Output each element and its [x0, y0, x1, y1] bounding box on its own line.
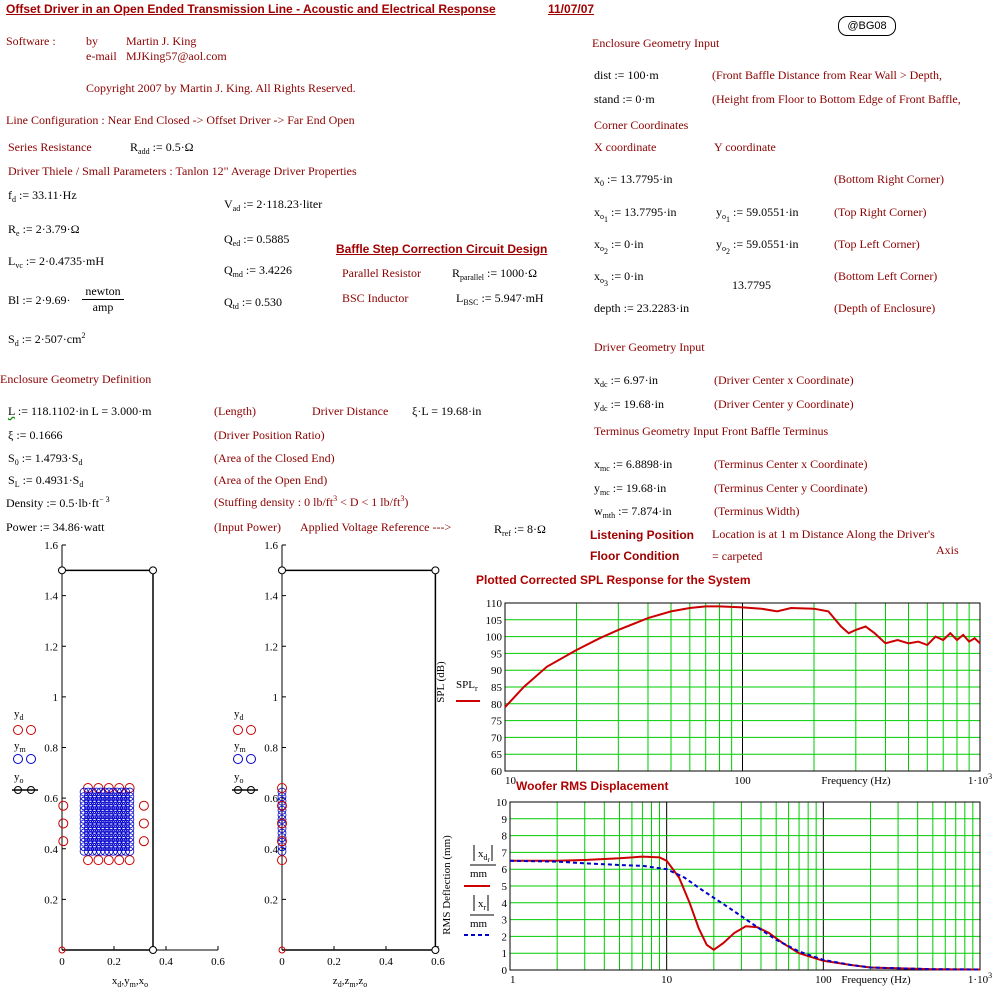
param-qms: $Q_{md}$ := 3.4226: [224, 263, 293, 279]
badge: @BG08: [838, 16, 896, 36]
document-date: 11/07/07: [548, 2, 595, 16]
legend-label: $y_o$: [234, 771, 244, 785]
y-tick-label: 1: [52, 691, 58, 704]
y-tick-label: 110: [485, 598, 502, 610]
y-tick-label: 9: [501, 813, 507, 826]
power-value: Power := 34.86·watt: [6, 520, 105, 534]
corner-marker: [279, 567, 286, 574]
spl-title: Plotted Corrected SPL Response for the System: [476, 573, 751, 587]
listening-text-2: Axis: [936, 543, 959, 557]
y-tick-label: 4: [501, 897, 507, 910]
y-tick-label: 1.4: [44, 590, 58, 603]
bsc-inductor-label: BSC Inductor: [342, 291, 409, 305]
driver-point: [125, 856, 134, 865]
geometry-side-plot: [220, 540, 460, 999]
corner-marker: [432, 567, 439, 574]
email-label: e-mail: [86, 49, 117, 63]
legend-unit: mm: [470, 868, 488, 880]
enclosure-outline: [62, 570, 153, 950]
y-tick-label: 0.6: [264, 793, 278, 806]
y-tick-label: 1: [501, 948, 507, 961]
software-label: Software :: [6, 34, 56, 48]
listening-text: Location is at 1 m Distance Along the Driver's: [712, 527, 935, 541]
y-tick-label: 105: [485, 614, 502, 627]
y-tick-label: 1: [272, 691, 278, 704]
driver-point: [104, 856, 113, 865]
xdc-value: $x_{dc}$ := 6.97·in: [594, 373, 659, 389]
density-value: Density := $0.5\cdot lb\cdot ft^{- 3}$: [6, 495, 110, 510]
power-label: (Input Power): [214, 520, 281, 534]
y-tick-label: 7: [501, 847, 507, 860]
y-col-label: Y coordinate: [714, 140, 776, 154]
x-tick-label: 10: [661, 974, 673, 986]
driver-geometry-title: Driver Geometry Input: [594, 340, 705, 354]
legend-label: $SPL_r$: [456, 679, 478, 693]
legend-unit: mm: [470, 918, 488, 930]
series-resistance-value: $R_{add}$ := 0.5·Ω: [130, 140, 194, 156]
driver-point: [115, 856, 124, 865]
listening-label: Listening Position: [590, 528, 694, 542]
x-tick-label: 0: [59, 956, 65, 968]
corner-x2-label: (Top Left Corner): [834, 237, 920, 251]
depth-value: depth := 23.2283·in: [594, 301, 690, 315]
x-tick-label: 0.6: [431, 956, 445, 968]
length-value: L := 118.1102·in L = 3.000·m: [8, 404, 152, 418]
legend-marker-red: [27, 726, 36, 735]
driver-params-title: Driver Thiele / Small Parameters : Tanlon 12" Average Driver Properties: [8, 164, 357, 178]
driver-point: [59, 801, 68, 810]
x-tick-label: 0.4: [379, 956, 393, 968]
legend-label: $y_m$: [14, 740, 26, 754]
xi-label: (Driver Position Ratio): [214, 428, 325, 442]
displacement-plot: [430, 795, 999, 999]
x-axis-label: Frequency (Hz): [821, 775, 891, 787]
x-axis-label: $x_d,y_m,x_o$: [111, 975, 149, 989]
email-value: MJKing57@aol.com: [126, 49, 227, 63]
wmth-value: $w_{mth}$ := 7.874·in: [594, 504, 672, 520]
param-fd: $f_d$ := 33.11·Hz: [8, 188, 77, 204]
corner-y3: 13.7795: [732, 278, 771, 292]
y-tick-label: 0.2: [44, 894, 58, 907]
geometry-front-plot: [0, 540, 240, 999]
y-tick-label: 0.8: [264, 742, 278, 755]
legend-label: $y_m$: [234, 740, 246, 754]
driver-distance-label: Driver Distance: [312, 404, 389, 418]
xdc-label: (Driver Center x Coordinate): [714, 373, 854, 387]
by-label: by: [86, 34, 98, 48]
spl-plot: [430, 590, 999, 795]
driver-distance-value: ξ·L = 19.68·in: [412, 404, 482, 418]
y-tick-label: 85: [491, 682, 502, 694]
y-tick-label: 0.2: [264, 894, 278, 907]
document-title: Offset Driver in an Open Ended Transmission Line - Acoustic and Electrical Response: [6, 2, 496, 16]
s0-label: (Area of the Closed End): [214, 451, 335, 465]
series-resistance-label: Series Resistance: [8, 140, 92, 154]
x-tick-label: 0.4: [159, 956, 173, 968]
y-tick-label: 0.8: [44, 742, 58, 755]
line-configuration: Line Configuration : Near End Closed -> Offset Driver -> Far End Open: [6, 113, 355, 127]
param-vas: $V_{ad}$ := 2·118.23·liter: [224, 197, 323, 213]
stand-value: stand := 0·m: [594, 92, 655, 106]
y-axis-label: RMS Deflection (mm): [441, 835, 453, 935]
y-tick-label: 6: [501, 864, 507, 877]
enclosure-outline: [282, 570, 435, 950]
legend-marker-blue: [247, 755, 256, 764]
x-tick-label: 0.6: [211, 956, 225, 968]
y-tick-label: 3: [501, 914, 507, 927]
dist-value: dist := 100·m: [594, 68, 659, 82]
y-tick-label: 0.4: [264, 843, 278, 856]
param-sd: $S_d$ := $2\cdot 507\cdot cm^2$: [8, 331, 86, 348]
depth-label: (Depth of Enclosure): [834, 301, 936, 315]
corner-title: Corner Coordinates: [594, 118, 689, 132]
dist-label: (Front Baffle Distance from Rear Wall > Depth,: [712, 68, 942, 82]
x-tick-label: 100: [734, 775, 751, 787]
y-tick-label: 80: [491, 698, 502, 711]
corner-x3-label: (Bottom Left Corner): [834, 269, 938, 283]
y-tick-label: 75: [491, 715, 502, 728]
driver-point: [139, 801, 148, 810]
xmc-label: (Terminus Center x Coordinate): [714, 457, 868, 471]
x-tick-label: $1\cdot 10^3$: [967, 772, 993, 787]
y-tick-label: 1.2: [44, 641, 58, 654]
corner-x0-label: (Bottom Right Corner): [834, 172, 944, 186]
legend-label: $x_r$: [478, 898, 487, 912]
stand-label: (Height from Floor to Bottom Edge of Front Baffle,: [712, 92, 961, 106]
density-label: (Stuffing density : 0 $lb/ft^3 < D < 1$ $lb/ft^3$): [214, 494, 409, 509]
y-tick-label: 2: [501, 931, 507, 944]
bsc-inductor-value: $L_{BSC}$ := 5.947·mH: [456, 291, 544, 307]
y-tick-label: 90: [491, 665, 502, 678]
copyright: Copyright 2007 by Martin J. King. All Rights Reserved.: [86, 81, 356, 95]
corner-x0: $x_0$ := 13.7795·in: [594, 172, 673, 188]
ydc-label: (Driver Center y Coordinate): [714, 397, 854, 411]
driver-point: [94, 856, 103, 865]
x-tick-label: 100: [815, 974, 832, 986]
legend-marker-red: [247, 726, 256, 735]
wmth-label: (Terminus Width): [714, 504, 800, 518]
bsc-resistor-label: Parallel Resistor: [342, 266, 421, 280]
param-bl: Bl := 2·9.69·: [8, 293, 71, 307]
x-col-label: X coordinate: [594, 140, 657, 154]
y-tick-label: 60: [491, 766, 502, 778]
x-tick-label: $1\cdot 10^3$: [967, 971, 993, 986]
x-axis-label: Frequency (Hz): [841, 974, 911, 986]
driver-point: [84, 856, 93, 865]
x-tick-label: 1: [510, 974, 516, 986]
y-tick-label: 1.6: [264, 540, 278, 552]
y-tick-label: 0.4: [44, 843, 58, 856]
floor-label: Floor Condition: [590, 549, 680, 563]
x-tick-label: 10: [505, 775, 516, 787]
voltage-label: Applied Voltage Reference --->: [300, 520, 452, 534]
enclosure-def-title: Enclosure Geometry Definition: [0, 372, 152, 386]
xmc-value: $x_{mc}$ := 6.8898·in: [594, 457, 673, 473]
corner-x3: $x_{o_3}$ := 0·in: [594, 269, 644, 288]
bsc-resistor-value: $R_{parallel}$ := 1000·Ω: [452, 266, 538, 282]
x-tick-label: 0.2: [107, 956, 121, 968]
corner-x1-label: (Top Right Corner): [834, 205, 927, 219]
corner-marker: [150, 567, 157, 574]
driver-point: [59, 819, 68, 828]
legend-label: $x_dr$: [478, 848, 490, 864]
s0-value: $S_0$ := $1.4793\cdot S_d$: [8, 451, 83, 467]
x-axis-label: $z_d,z_m,z_o$: [332, 975, 368, 989]
corner-x2: $x_{o_2}$ := 0·in: [594, 237, 644, 256]
y-tick-label: 70: [491, 732, 502, 745]
rref-value: $R_{ref}$ := 8·Ω: [494, 522, 546, 538]
series-line-0: [510, 857, 980, 970]
param-re: $R_e$ := 2·3.79·Ω: [8, 222, 80, 238]
y-tick-label: 0: [501, 965, 507, 977]
legend-marker-blue: [14, 755, 23, 764]
x-tick-label: 0: [279, 956, 285, 968]
sl-label: (Area of the Open End): [214, 473, 328, 487]
y-tick-label: 1.2: [264, 641, 278, 654]
driver-point: [59, 837, 68, 846]
y-tick-label: 100: [485, 631, 502, 644]
y-tick-label: 8: [501, 830, 507, 843]
terminus-title: Terminus Geometry Input Front Baffle Terminus: [594, 424, 829, 438]
param-qts: $Q_{td}$ := 0.530: [224, 295, 283, 311]
enclosure-input-title: Enclosure Geometry Input: [592, 36, 720, 50]
x-tick-label: 0.2: [327, 956, 341, 968]
ymc-value: $y_{mc}$ := 19.68·in: [594, 481, 667, 497]
y-tick-label: 1.6: [44, 540, 58, 552]
length-label: (Length): [214, 404, 256, 418]
corner-x1: $x_{o_1}$ := 13.7795·in: [594, 205, 677, 224]
y-tick-label: 10: [496, 797, 507, 809]
corner-marker: [150, 947, 157, 954]
y-tick-label: 95: [491, 648, 502, 661]
corner-y1: $y_{o_1}$ := 59.0551·in: [716, 205, 799, 224]
param-lvc: $L_{vc}$ := 2·0.4735·mH: [8, 254, 105, 270]
param-bl-units: newton amp: [80, 285, 126, 314]
sl-value: $S_L$ := $0.4931\cdot S_d$: [8, 473, 84, 489]
legend-label: $y_o$: [14, 771, 24, 785]
driver-point: [139, 819, 148, 828]
corner-y2: $y_{o_2}$ := 59.0551·in: [716, 237, 799, 256]
displacement-title: Woofer RMS Displacement: [516, 779, 669, 793]
y-axis-label: SPL (dB): [435, 661, 447, 703]
param-qes: $Q_{ed}$ := 0.5885: [224, 232, 290, 248]
ydc-value: $y_{dc}$ := 19.68·in: [594, 397, 665, 413]
driver-point: [139, 837, 148, 846]
legend-marker-red: [14, 726, 23, 735]
legend-label: $y_d$: [234, 708, 244, 722]
author-name: Martin J. King: [126, 34, 197, 48]
legend-label: $y_d$: [14, 708, 24, 722]
ymc-label: (Terminus Center y Coordinate): [714, 481, 868, 495]
legend-marker-blue: [234, 755, 243, 764]
y-tick-label: 5: [501, 881, 507, 893]
y-tick-label: 1.4: [264, 590, 278, 603]
legend-marker-red: [234, 726, 243, 735]
bsc-title: Baffle Step Correction Circuit Design: [336, 242, 548, 256]
corner-marker: [59, 567, 66, 574]
xi-value: ξ := 0.1666: [8, 428, 63, 442]
y-tick-label: 0.6: [44, 793, 58, 806]
legend-marker-blue: [27, 755, 36, 764]
floor-value: = carpeted: [712, 549, 763, 563]
y-tick-label: 65: [491, 749, 502, 762]
